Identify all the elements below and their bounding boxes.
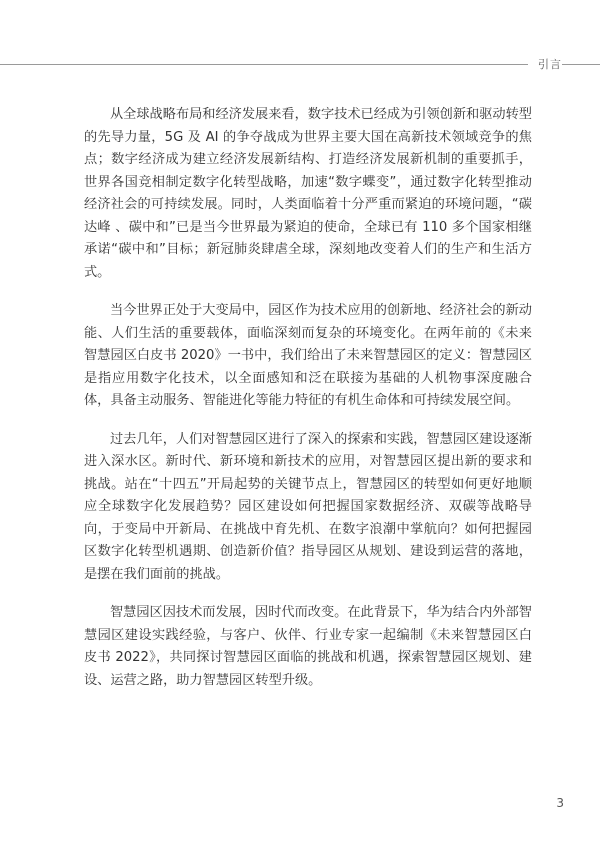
section-label: 引言 (528, 58, 562, 71)
paragraph-4: 智慧园区因技术而发展，因时代而改变。在此背景下，华为结合内外部智慧园区建设实践经验，与客户、伙伴、行业专家一起编制《未来智慧园区白皮书 2022》，共同探讨智慧园区面临的挑战和机遇，探索智慧园区规划、建设、运营之路，助力智慧园区转型升级。 (84, 605, 532, 688)
paragraph-2: 当今世界正处于大变局中，园区作为技术应用的创新地、经济社会的新动能、人们生活的重要载体，面临深刻而复杂的环境变化。在两年前的《未来智慧园区白皮书 2020》一书中，我们给出了未来智慧园区的定义：智慧园区是指应用数字化技术，以全面感知和泛在联接为基础的人机物事深度融合体，具备主动服务、智能进化等能力特征的有机生命体和可持续发展空间。 (84, 303, 532, 408)
page-number: 3 (556, 796, 564, 810)
body-text (84, 104, 532, 708)
paragraph-3: 过去几年，人们对智慧园区进行了深入的探索和实践，智慧园区建设逐渐进入深水区。新时代、新环境和新技术的应用，对智慧园区提出新的要求和挑战。站在“十四五”开局起势的关键节点上，智慧园区的转型如何更好地顺应全球数字化发展趋势？园区建设如何把握国家数据经济、双碳等战略导向，于变局中开新局、在挑战中育先机、在数字浪潮中掌航向？如何把握园区数字化转型机遇期、创造新价值？指导园区从规划、建设到运营的落地，是摆在我们面前的挑战。 (84, 431, 532, 582)
header-rule (0, 64, 600, 65)
paragraph-1: 从全球战略布局和经济发展来看，数字技术已经成为引领创新和驱动转型的先导力量，5G 及 AI 的争夺战成为世界主要大国在高新技术领域竞争的焦点；数字经济成为建立经济发展新结构、打造经济发展新机制的重要抓手，世界各国竞相制定数字化转型战略，加速“数字蝶变”，通过数字化转型推动经济社会的可持续发展。同时，人类面临着十分严重而紧迫的环境问题，“碳达峰 、碳中和”已是当今世界最为紧迫的使命，全球已有 110 多个国家相继承诺“碳中和”目标；新冠肺炎肆虐全球，深刻地改变着人们的生产和生活方式。 (84, 107, 532, 280)
